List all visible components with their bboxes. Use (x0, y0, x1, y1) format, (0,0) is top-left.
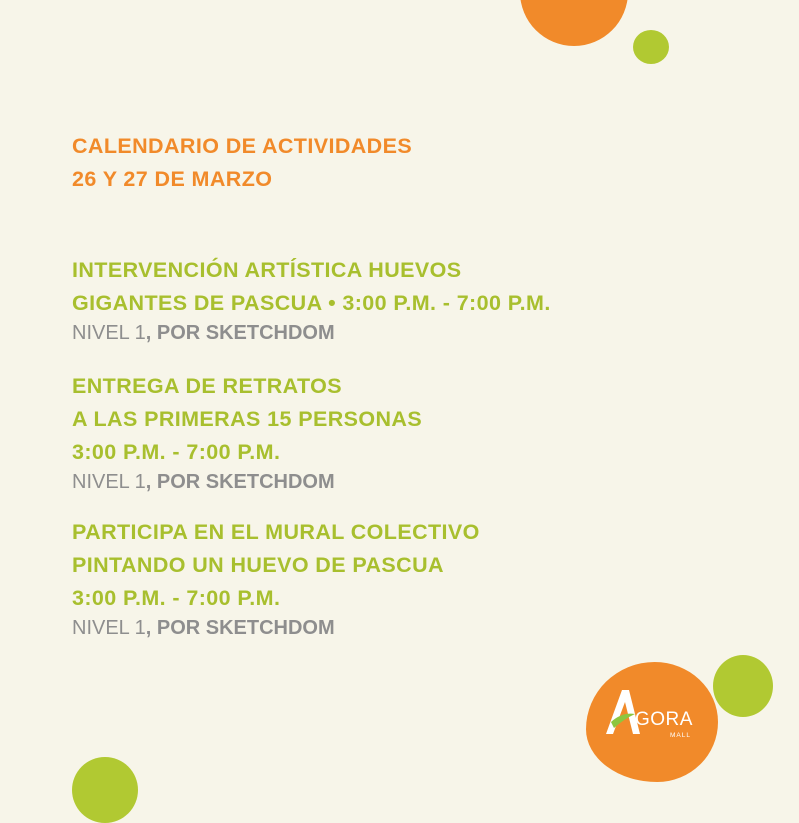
event-level: NIVEL 1 (72, 471, 146, 493)
decorative-orange-circle (520, 0, 628, 46)
event-title-line: ENTREGA DE RETRATOS (72, 374, 342, 398)
event-location (72, 615, 480, 641)
decorative-green-circle (713, 655, 773, 717)
logo-subtitle: MALL (670, 732, 691, 739)
event-level: NIVEL 1 (72, 617, 146, 639)
event-title-line: PINTANDO UN HUEVO DE PASCUA (72, 553, 444, 577)
heading-dates: 26 Y 27 DE MARZO (72, 167, 273, 191)
logo-wordmark: GORA (635, 709, 693, 730)
event-time: 3:00 P.M. - 7:00 P.M. (72, 586, 281, 610)
event-item (72, 370, 422, 495)
event-title-line: INTERVENCIÓN ARTÍSTICA HUEVOS (72, 258, 462, 282)
event-organizer: , POR SKETCHDOM (145, 471, 335, 493)
decorative-green-dot (633, 30, 669, 64)
heading-title: CALENDARIO DE ACTIVIDADES (72, 134, 413, 158)
event-item (72, 516, 480, 641)
decorative-green-circle-bottom (72, 757, 138, 823)
event-title-line: A LAS PRIMERAS 15 PERSONAS (72, 407, 423, 431)
event-item (72, 254, 551, 346)
event-location (72, 320, 551, 346)
agora-mall-logo (600, 676, 710, 766)
event-organizer: , POR SKETCHDOM (145, 617, 335, 639)
event-title-line: GIGANTES DE PASCUA • 3:00 P.M. - 7:00 P.M. (72, 291, 551, 315)
event-title-line: PARTICIPA EN EL MURAL COLECTIVO (72, 520, 480, 544)
event-location (72, 469, 422, 495)
event-time: 3:00 P.M. - 7:00 P.M. (72, 440, 281, 464)
event-level: NIVEL 1 (72, 322, 146, 344)
activities-heading (72, 130, 412, 196)
event-organizer: , POR SKETCHDOM (145, 322, 335, 344)
